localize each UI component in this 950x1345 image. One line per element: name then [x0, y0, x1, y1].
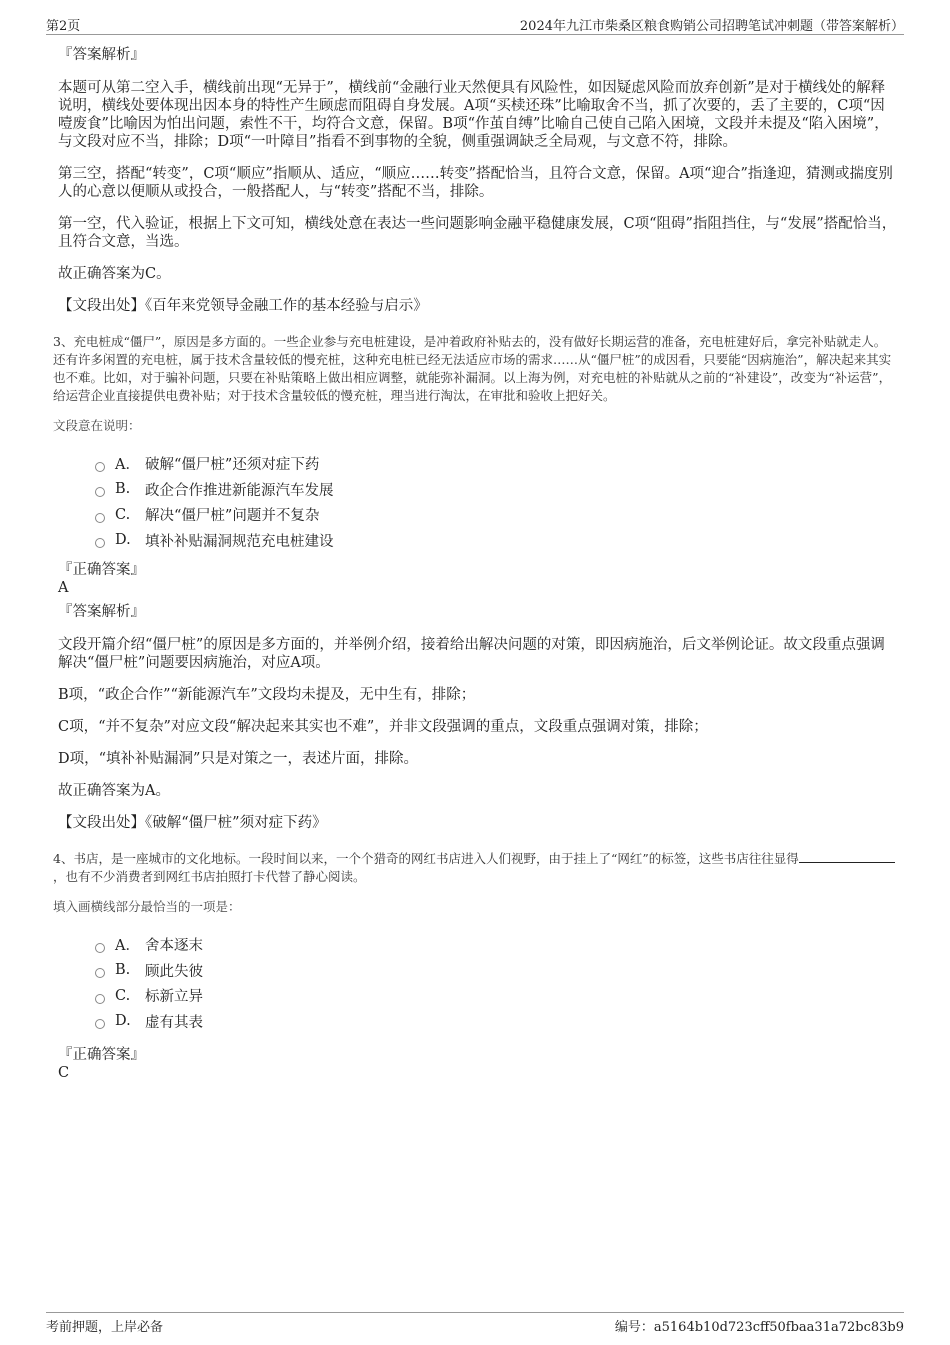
option-c[interactable]	[95, 983, 898, 1009]
question-stem	[53, 850, 898, 886]
option-a[interactable]	[95, 932, 898, 958]
page-footer	[46, 1312, 904, 1335]
radio-icon[interactable]	[95, 994, 105, 1004]
document-code: 编号：a5164b10d723cff50fbaa31a72bc83b9	[614, 1320, 904, 1335]
option-text: 舍本逐末	[145, 938, 203, 955]
radio-icon[interactable]	[95, 943, 105, 953]
analysis-paragraph: 本题可从第二空入手，横线前出现“无异于”，横线前“金融行业天然便具有风险性，如因疑虑风险而放弃创新”是对于横线处的解释说明，横线处要体现出因本身的特性产生顾虑而阻碍自身发展。A项“买椟还珠”比喻取舍不当，抓了次要的，丢了主要的，C项“因噎废食”比喻因为怕出问题，索性不干，均符合文意，保留。B项“作茧自缚”比喻自己使自己陷入困境，文段并未提及“陷入困境”，与文段对应不当，排除；D项“一叶障目”指看不到事物的全貌，侧重强调缺乏全局观，与文意不符，排除。	[58, 80, 889, 150]
option-letter: B.	[115, 481, 131, 498]
footer-slogan: 考前押题，上岸必备	[46, 1320, 164, 1335]
option-letter: B.	[115, 962, 131, 979]
option-letter: A．	[115, 938, 140, 955]
answer-value: A	[58, 580, 69, 596]
radio-icon[interactable]	[95, 487, 105, 497]
option-b[interactable]	[95, 477, 898, 503]
option-list	[95, 451, 898, 553]
analysis-conclusion: 故正确答案为C。	[58, 266, 171, 282]
option-letter: D.	[115, 532, 131, 549]
analysis-paragraph: B项，“政企合作”“新能源汽车”文段均未提及，无中生有，排除；	[58, 687, 476, 703]
analysis-paragraph: 第三空，搭配“转变”，C项“顺应”指顺从、适应，“顺应……转变”搭配恰当，且符合文意，保留。A项“迎合”指逢迎，猜测或揣度别人的心意以便顺从或投合，一般搭配人，与“转变”搭配不当，排除。	[58, 166, 893, 200]
analysis-label: 『答案解析』	[58, 604, 145, 620]
option-letter: C.	[115, 987, 131, 1004]
option-text: 虚有其表	[145, 1014, 203, 1031]
passage-source: 【文段出处】《破解“僵尸桩”须对症下药》	[58, 815, 327, 831]
option-d[interactable]	[95, 528, 898, 554]
answer-label: 『正确答案』	[58, 1047, 145, 1063]
stem-text: ，也有不少消费者到网红书店拍照打卡代替了静心阅读。	[53, 869, 366, 884]
option-text: 填补补贴漏洞规范充电桩建设	[145, 533, 334, 550]
analysis-paragraph: 第一空，代入验证，根据上下文可知，横线处意在表达一些问题影响金融平稳健康发展，C项“阻碍”指阻挡住，与“发展”搭配恰当，且符合文意，当选。	[58, 216, 897, 250]
question-stem: 3、充电桩成“僵尸”，原因是多方面的。一些企业参与充电桩建设，是冲着政府补贴去的，没有做好长期运营的准备，充电桩建好后，拿完补贴就走人。还有许多闲置的充电桩，属于技术含量较低的慢充桩，这种充电桩已经无法适应市场的需求……从“僵尸桩”的成因看，只要能“因病施治”，解决起来其实也不难。比如，对于骗补问题，只要在补贴策略上做出相应调整，就能弥补漏洞。以上海为例，对充电桩的补贴就从之前的“补建设”，改变为“补运营”，给运营企业直接提供电费补贴；对于技术含量较低的慢充桩，理当进行淘汰，在审批和验收上把好关。	[53, 334, 892, 403]
option-letter: D.	[115, 1013, 131, 1030]
passage-source: 【文段出处】《百年来党领导金融工作的基本经验与启示》	[58, 298, 428, 314]
radio-icon[interactable]	[95, 462, 105, 472]
option-c[interactable]	[95, 502, 898, 528]
question-prompt: 填入画横线部分最恰当的一项是：	[53, 899, 241, 914]
option-d[interactable]	[95, 1009, 898, 1035]
page-number: 第2页	[46, 19, 81, 34]
analysis-conclusion: 故正确答案为A。	[58, 783, 170, 799]
analysis-label: 『答案解析』	[58, 47, 145, 63]
radio-icon[interactable]	[95, 1019, 105, 1029]
option-list	[95, 932, 898, 1034]
radio-icon[interactable]	[95, 513, 105, 523]
option-text: 破解“僵尸桩”还须对症下药	[145, 457, 320, 474]
analysis-paragraph: 文段开篇介绍“僵尸桩”的原因是多方面的，并举例介绍，接着给出解决问题的对策，即因病施治，后文举例论证。故文段重点强调解决“僵尸桩”问题要因病施治，对应A项。	[58, 637, 885, 671]
radio-icon[interactable]	[95, 968, 105, 978]
option-a[interactable]	[95, 451, 898, 477]
option-text: 顾此失彼	[145, 963, 203, 980]
question-prompt: 文段意在说明：	[53, 418, 141, 433]
analysis-paragraph: D项，“填补补贴漏洞”只是对策之一，表述片面，排除。	[58, 751, 418, 767]
document-body	[53, 46, 898, 1088]
radio-icon[interactable]	[95, 538, 105, 548]
fill-in-blank	[799, 850, 895, 863]
option-text: 解决“僵尸桩”问题并不复杂	[145, 508, 320, 525]
option-letter: A．	[115, 457, 140, 474]
answer-value: C	[58, 1065, 70, 1081]
page-header	[46, 14, 904, 35]
option-text: 标新立异	[145, 989, 203, 1006]
document-title: 2024年九江市柴桑区粮食购销公司招聘笔试冲刺题（带答案解析）	[519, 19, 904, 34]
option-letter: C.	[115, 506, 131, 523]
analysis-paragraph: C项，“并不复杂”对应文段“解决起来其实也不难”，并非文段强调的重点，文段重点强调对策，排除；	[58, 719, 708, 735]
option-text: 政企合作推进新能源汽车发展	[145, 482, 334, 499]
answer-label: 『正确答案』	[58, 562, 145, 578]
stem-text: 4、书店，是一座城市的文化地标。一段时间以来，一个个猎奇的网红书店进入人们视野，由于挂上了“网红”的标签，这些书店往往显得	[53, 851, 799, 866]
option-b[interactable]	[95, 958, 898, 984]
